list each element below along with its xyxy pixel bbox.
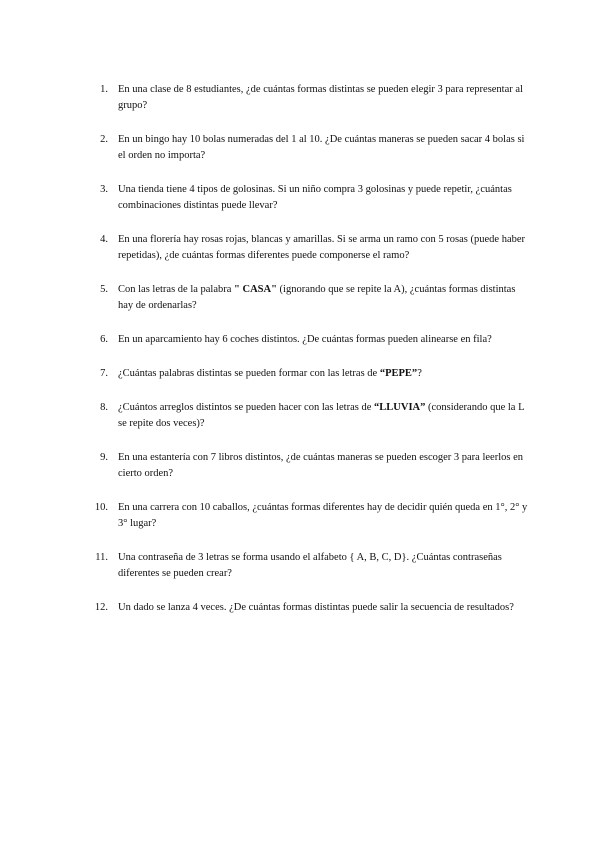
problem-item (90, 332, 530, 348)
highlighted-word: " CASA" (234, 284, 277, 295)
problem-item (90, 282, 530, 314)
problem-number: 12. (94, 602, 108, 613)
problem-number: 11. (95, 552, 108, 563)
problem-text: En un bingo hay 10 bolas numeradas del 1 al 10. ¿De cuántas maneras se pueden sacar 4 bolas si el orden no importa? (118, 134, 525, 161)
problem-number: 10. (94, 502, 108, 513)
problem-number: 7. (100, 368, 108, 379)
problem-text: En una florería hay rosas rojas, blancas y amarillas. Si se arma un ramo con 5 rosas (puede haber repetidas), ¿de cuántas formas diferentes puede componerse el ramo? (118, 234, 526, 261)
problem-text: Una tienda tiene 4 tipos de golosinas. Si un niño compra 3 golosinas y puede repetir, ¿cuántas combinaciones distintas puede llevar? (118, 184, 512, 211)
problem-text: Una contraseña de 3 letras se forma usando el alfabeto { A, B, C, D}. ¿Cuántas contraseñas diferentes se pueden crear? (118, 552, 502, 579)
highlighted-word: “PEPE” (379, 368, 418, 379)
problem-text: ¿Cuántas palabras distintas se pueden formar con las letras de “PEPE”? (118, 368, 422, 379)
problem-number: 2. (100, 134, 108, 145)
problem-item (90, 400, 530, 432)
problem-number: 4. (100, 234, 108, 245)
highlighted-word: “LLUVIA” (374, 402, 426, 413)
problem-item (90, 450, 530, 482)
problem-item (90, 182, 530, 214)
problem-number: 6. (100, 334, 108, 345)
problem-item (90, 132, 530, 164)
problem-item (90, 82, 530, 114)
problem-text: En un aparcamiento hay 6 coches distintos. ¿De cuántas formas pueden alinearse en fila? (118, 334, 492, 345)
problem-item (90, 600, 530, 616)
problem-number: 3. (100, 184, 108, 195)
problem-item (90, 500, 530, 532)
problem-text: Con las letras de la palabra " CASA" (ignorando que se repite la A), ¿cuántas formas distintas hay de ordenarlas? (118, 284, 516, 311)
problem-item (90, 366, 530, 382)
problem-item (90, 232, 530, 264)
problem-number: 5. (100, 284, 108, 295)
problem-number: 9. (100, 452, 108, 463)
problem-list (90, 82, 530, 634)
problem-text: En una estantería con 7 libros distintos, ¿de cuántas maneras se pueden escoger 3 para leerlos en cierto orden? (118, 452, 523, 479)
problem-text: Un dado se lanza 4 veces. ¿De cuántas formas distintas puede salir la secuencia de resultados? (118, 602, 514, 613)
problem-text: ¿Cuántos arreglos distintos se pueden hacer con las letras de “LLUVIA” (considerando que la L se repite dos veces)? (118, 402, 525, 429)
problem-text: En una clase de 8 estudiantes, ¿de cuántas formas distintas se pueden elegir 3 para representar al grupo? (118, 84, 523, 111)
problem-item (90, 550, 530, 582)
problem-text: En una carrera con 10 caballos, ¿cuántas formas diferentes hay de decidir quién queda en 1°, 2° y 3° lugar? (118, 502, 528, 529)
problem-number: 8. (100, 402, 108, 413)
problem-number: 1. (100, 84, 108, 95)
